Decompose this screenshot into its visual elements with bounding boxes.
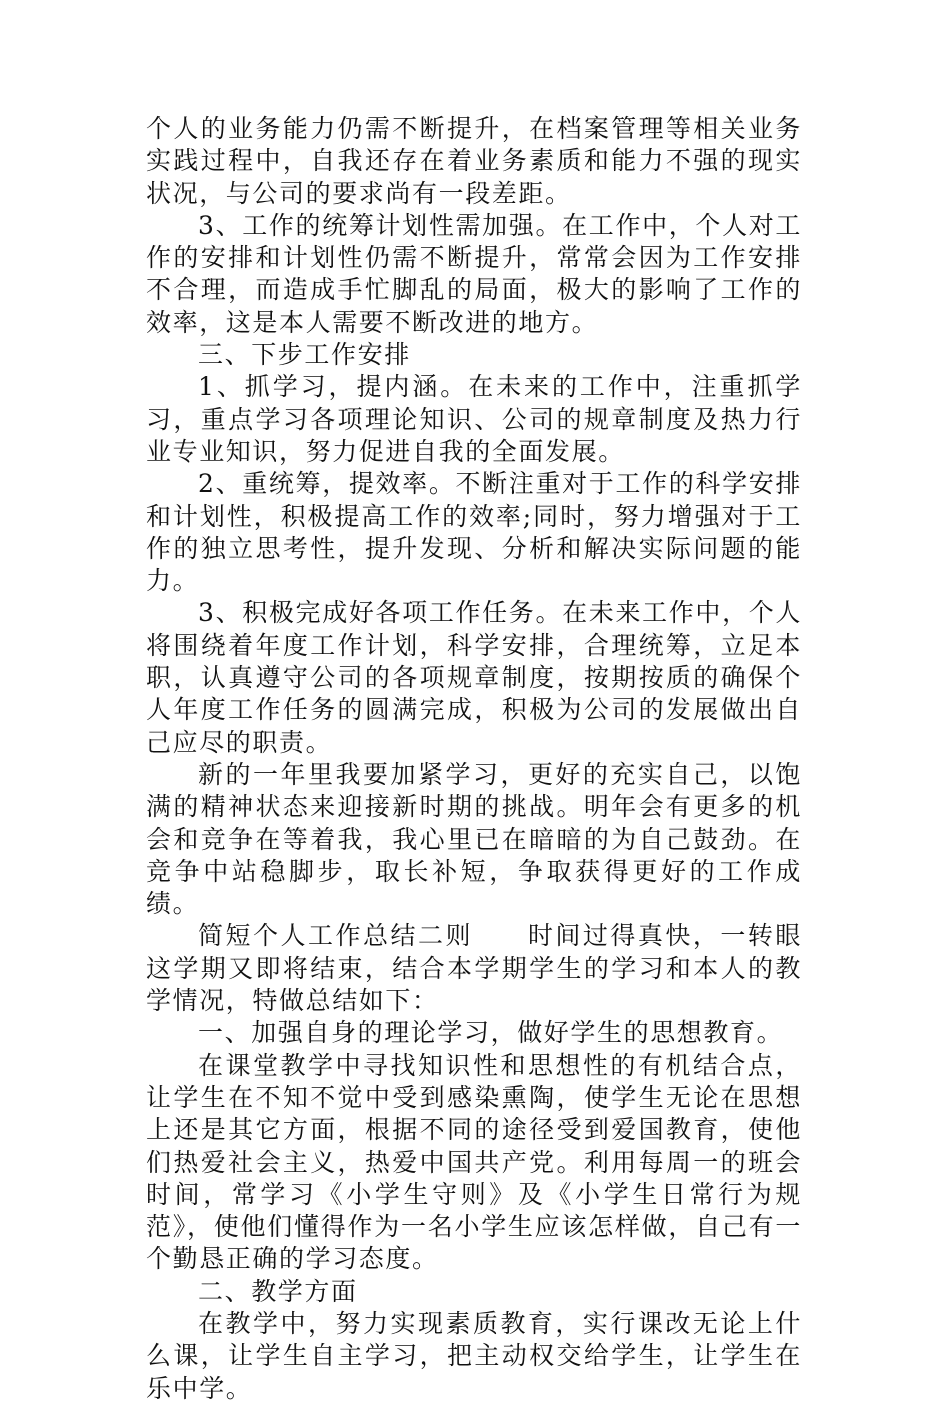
paragraph-4: 1、抓学习，提内涵。在未来的工作中，注重抓学习，重点学习各项理论知识、公司的规章制度及热力行业专业知识，努力促进自我的全面发展。: [146, 372, 802, 466]
paragraph-5: 2、重统筹，提效率。不断注重对于工作的科学安排和计划性，积极提高工作的效率;同时，努力增强对于工作的独立思考性，提升发现、分析和解决实际问题的能力。: [146, 469, 802, 596]
section-heading-next-steps: 三、下步工作安排: [198, 340, 411, 370]
paragraph-7: 新的一年里我要加紧学习，更好的充实自己，以饱满的精神状态来迎接新时期的挑战。明年会有更多的机会和竞争在等着我，我心里已在暗暗的为自己鼓劲。在竞争中站稳脚步，取长补短，争取获得更好的工作成绩。: [146, 759, 802, 919]
paragraph-1: 个人的业务能力仍需不断提升，在档案管理等相关业务实践过程中，自我还存在着业务素质和能力不强的现实状况，与公司的要求尚有一段差距。: [146, 114, 802, 208]
paragraph-2: 3、工作的统筹计划性需加强。在工作中，个人对工作的安排和计划性仍需不断提升，常常会因为工作安排不合理，而造成手忙脚乱的局面，极大的影响了工作的效率，这是本人需要不断改进的地方。: [146, 210, 802, 337]
section-heading-theory: 一、加强自身的理论学习，做好学生的思想教育。: [198, 1018, 784, 1048]
paragraph-8: 简短个人工作总结二则 时间过得真快，一转眼这学期又即将结束，结合本学期学生的学习和本人的教学情况，特做总结如下：: [146, 921, 802, 1016]
paragraph-12: 在教学中，努力实现素质教育，实行课改无论上什么课，让学生自主学习，把主动权交给学生，让学生在乐中学。: [146, 1308, 802, 1403]
document-body: [146, 113, 802, 1405]
paragraph-6: 3、积极完成好各项工作任务。在未来工作中，个人将围绕着年度工作计划，科学安排，合理统筹，立足本职，认真遵守公司的各项规章制度，按期按质的确保个人年度工作任务的圆满完成，积极为公司的发展做出自己应尽的职责。: [146, 598, 802, 757]
paragraph-10: 在课堂教学中寻找知识性和思想性的有机结合点，让学生在不知不觉中受到感染熏陶，使学生无论在思想上还是其它方面，根据不同的途径受到爱国教育，使他们热爱社会主义，热爱中国共产党。利用每周一的班会时间，常学习《小学生守则》及《小学生日常行为规范》，使他们懂得作为一名小学生应该怎样做，自己有一个勤恳正确的学习态度。: [146, 1050, 802, 1274]
section-heading-teaching: 二、教学方面: [198, 1276, 358, 1306]
